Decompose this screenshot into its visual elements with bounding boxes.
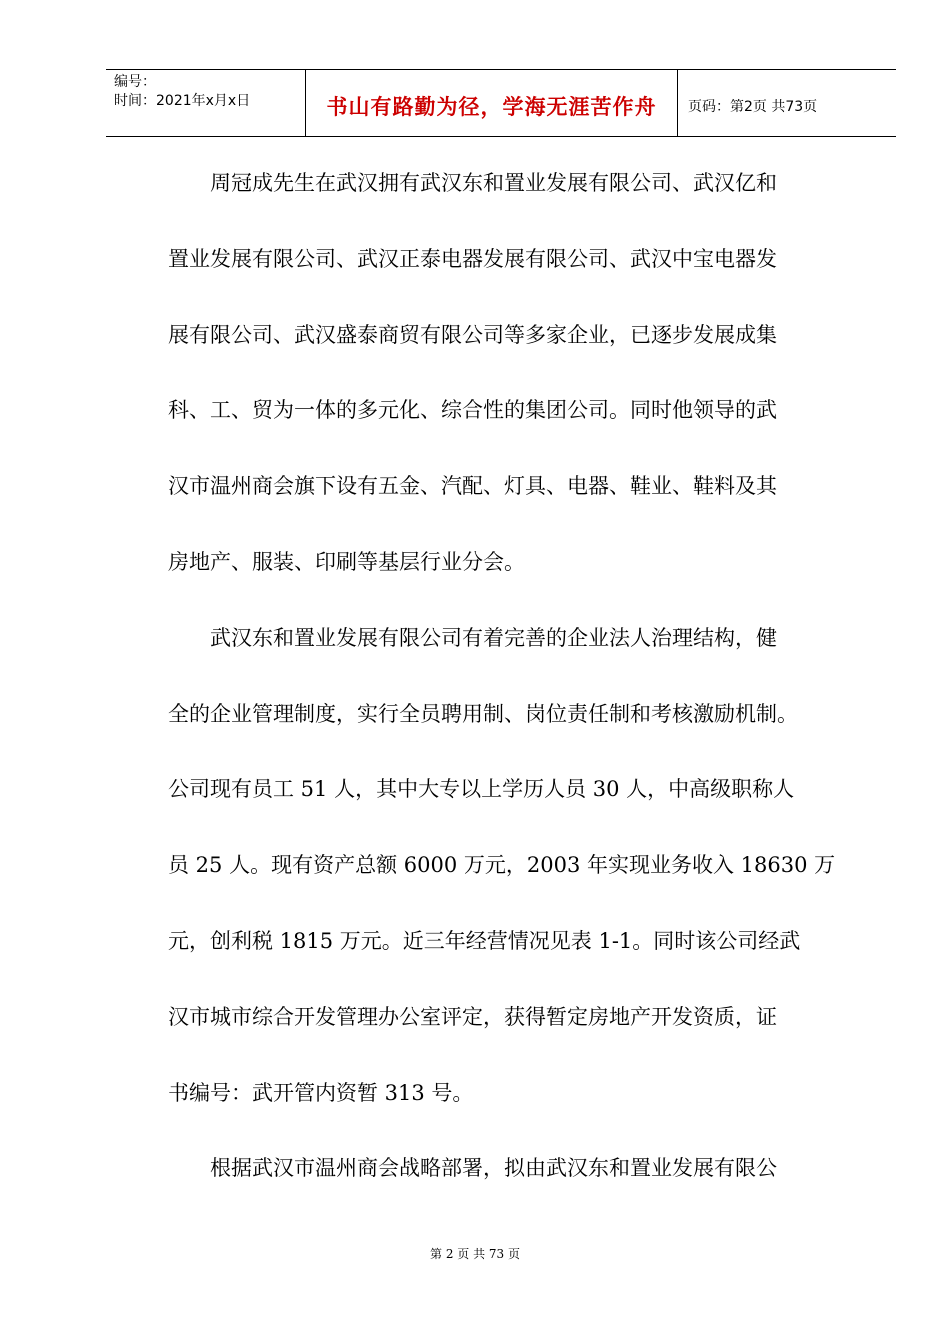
document-body bbox=[168, 146, 848, 1207]
paragraph-1 bbox=[168, 146, 848, 601]
text-line: 置业发展有限公司、武汉正泰电器发展有限公司、武汉中宝电器发 bbox=[168, 246, 777, 271]
text-line: 科、工、贸为一体的多元化、综合性的集团公司。同时他领导的武 bbox=[168, 398, 777, 423]
text-line: 元，创利税 1815 万元。近三年经营情况见表 1-1。同时该公司经武 bbox=[168, 928, 801, 953]
text-line: 书编号：武开管内资暂 313 号。 bbox=[168, 1080, 474, 1105]
document-number-label: 编号： bbox=[114, 74, 156, 90]
text-line: 汉市城市综合开发管理办公室评定，获得暂定房地产开发资质，证 bbox=[168, 1004, 777, 1029]
header-meta bbox=[106, 70, 306, 136]
paragraph-3 bbox=[168, 1131, 848, 1207]
page-footer: 第 2 页 共 73 页 bbox=[430, 1247, 520, 1261]
text-line: 员 25 人。现有资产总额 6000 万元，2003 年实现业务收入 18630 万 bbox=[168, 853, 836, 878]
text-line: 周冠成先生在武汉拥有武汉东和置业发展有限公司、武汉亿和 bbox=[210, 171, 777, 195]
text-line: 公司现有员工 51 人，其中大专以上学历人员 30 人，中高级职称人 bbox=[168, 777, 795, 802]
text-line: 展有限公司、武汉盛泰商贸有限公司等多家企业，已逐步发展成集 bbox=[168, 322, 777, 347]
header-page-info: 页码：第2页 共73页 bbox=[688, 99, 818, 115]
paragraph-2 bbox=[168, 601, 848, 1132]
text-line: 房地产、服装、印刷等基层行业分会。 bbox=[168, 549, 525, 574]
page-header bbox=[106, 69, 896, 137]
document-time-label: 时间：2021年x月x日 bbox=[114, 93, 251, 109]
text-line: 武汉东和置业发展有限公司有着完善的企业法人治理结构，健 bbox=[210, 625, 777, 650]
header-motto: 书山有路勤为径，学海无涯苦作舟 bbox=[306, 70, 678, 136]
text-line: 根据武汉市温州商会战略部署，拟由武汉东和置业发展有限公 bbox=[210, 1156, 777, 1181]
text-line: 全的企业管理制度，实行全员聘用制、岗位责任制和考核激励机制。 bbox=[168, 701, 798, 726]
text-line: 汉市温州商会旗下设有五金、汽配、灯具、电器、鞋业、鞋料及其 bbox=[168, 474, 777, 499]
